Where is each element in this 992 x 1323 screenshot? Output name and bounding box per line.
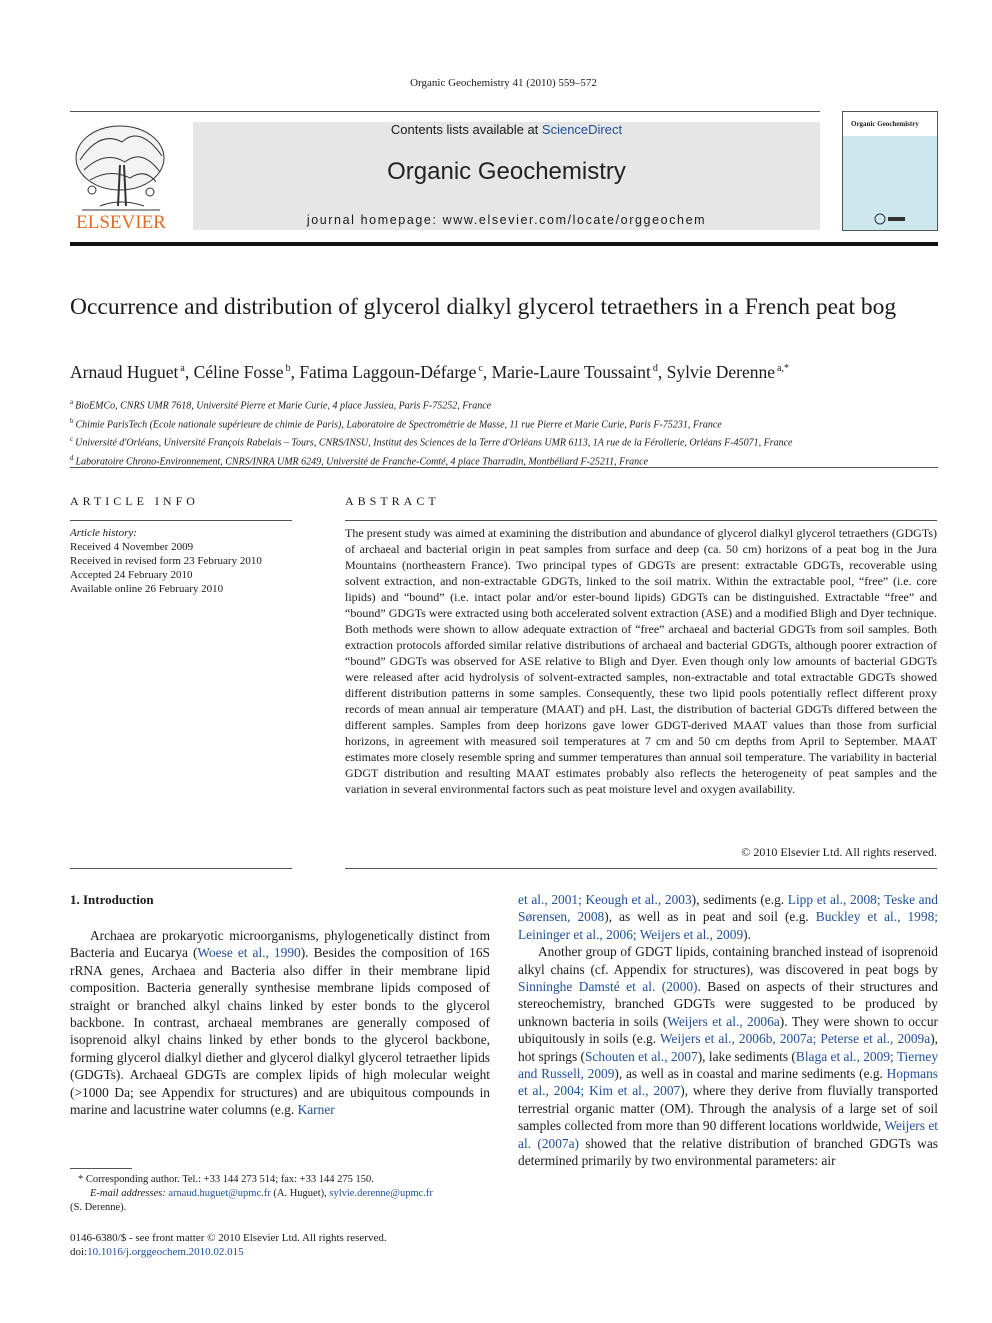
email-link[interactable]: sylvie.derenne@upmc.fr bbox=[329, 1188, 433, 1199]
text-run: ), as well as in peat and soil (e.g. bbox=[604, 909, 816, 925]
citation-link[interactable]: Woese et al., 1990 bbox=[197, 945, 301, 961]
abstract-bottom-rule bbox=[345, 868, 937, 869]
publisher-wordmark: ELSEVIER bbox=[76, 212, 166, 232]
citation-link[interactable]: et al., 2001; Keough et al., 2003 bbox=[518, 892, 692, 907]
elsevier-logo bbox=[70, 120, 172, 232]
text-run: ), lake sediments ( bbox=[697, 1048, 796, 1064]
affiliations bbox=[70, 395, 950, 469]
text-run: ). Besides the composition of 16S rRNA genes, Archaea and Bacteria also differ in their membrane lipid composition. Bacteria generally synthesise membrane lipids composed of straight or branched alkyl chains linked by ester bonds to the glycerol backbone. In contrast, archaeal membranes are generally composed of isoprenoid alkyl chains linked by ether bonds to the glycerol backbone, forming glycerol dialkyl diether and glycerol dialkyl glycerol tetraether lipids (GDGTs). Archaeal GDGTs are complex lipids of high molecular weight (>1000 Da; see Appendix for structures) and are ubiquitous compounds in marine and lacustrine water columns (e.g. bbox=[70, 945, 490, 1118]
abstract-heading: ABSTRACT bbox=[345, 494, 440, 508]
cover-logo-icon bbox=[873, 212, 907, 226]
email-owner: (S. Derenne). bbox=[70, 1202, 127, 1213]
article-identifiers bbox=[70, 1231, 490, 1259]
article-title: Occurrence and distribution of glycerol dialkyl glycerol tetraethers in a French peat bog bbox=[70, 294, 897, 320]
text-run: ). bbox=[743, 926, 751, 942]
text-run: Archaea are prokaryotic microorganisms, phylogenetically distinct from Bacteria and Eucarya ( bbox=[70, 928, 490, 961]
section-rule bbox=[70, 467, 938, 468]
journal-cover bbox=[842, 111, 938, 231]
body-column-left bbox=[70, 927, 490, 1118]
online-date: Available online 26 February 2010 bbox=[70, 583, 224, 595]
info-rule bbox=[70, 520, 292, 521]
abstract-rule bbox=[345, 520, 937, 521]
paragraph bbox=[518, 891, 938, 943]
sciencedirect-link[interactable]: ScienceDirect bbox=[541, 122, 623, 137]
body-column-right bbox=[518, 891, 938, 1170]
affiliation: $^b$ Chimie ParisTech (Ecole nationale supérieure de chimie de Paris), Laboratoire de Spectrométrie de Masse, 11 rue Pierre et Marie Curie, Paris F-75231, France bbox=[70, 416, 722, 430]
history-label: Article history: bbox=[70, 527, 137, 539]
author[interactable]: Céline Fosse $^b$ bbox=[193, 362, 291, 382]
tree-icon bbox=[76, 126, 164, 210]
affiliation: $^a$ BioEMCo, CNRS UMR 7618, Université Pierre et Marie Curie, 4 place Jussieu, Paris F-75252, France bbox=[70, 398, 492, 412]
contents-line: Contents lists available at ScienceDirect bbox=[390, 122, 623, 137]
info-bottom-rule bbox=[70, 868, 292, 869]
author-list: Arnaud Huguet $^a$, Céline Fosse $^b$, Fatima Laggoun-Défarge $^c$, Marie-Laure Toussaint $^d$, Sylvie Derenne $^{a,*}$ bbox=[70, 362, 789, 382]
journal-banner bbox=[193, 122, 820, 230]
doi-link[interactable]: 10.1016/j.orggeochem.2010.02.015 bbox=[87, 1246, 244, 1258]
text-run: Another group of GDGT lipids, containing branched instead of isoprenoid alkyl chains (cf. Appendix for structures), was discovered in peat bogs by bbox=[518, 944, 938, 977]
author[interactable]: Sylvie Derenne $^{a,*}$ bbox=[666, 362, 789, 382]
citation-link[interactable]: Weijers et al., 2006b, 2007a; Peterse et al., 2009a bbox=[659, 1031, 931, 1047]
citation-link[interactable]: Weijers et al., 2006a bbox=[667, 1013, 780, 1029]
header-rule bbox=[70, 111, 820, 112]
citation-link[interactable]: Schouten et al., 2007 bbox=[584, 1048, 698, 1064]
text-run: ), as well as in coastal and marine sediments (e.g. bbox=[614, 1066, 887, 1082]
introduction-heading: 1. Introduction bbox=[70, 892, 154, 907]
doi-line: doi:10.1016/j.orggeochem.2010.02.015 bbox=[70, 1246, 244, 1258]
homepage-link[interactable]: www.elsevier.com/locate/orggeochem bbox=[442, 213, 707, 227]
citation-link[interactable]: Buckley et al., 1998; Leininger et al., 2006; Weijers et al., 2009 bbox=[518, 909, 938, 942]
text-run: ), hot springs ( bbox=[518, 1031, 938, 1064]
author[interactable]: Arnaud Huguet $^a$ bbox=[70, 362, 185, 382]
affiliation: $^d$ Laboratoire Chrono-Environnement, CNRS/INRA UMR 6249, Université de Franche-Comté, 4 place Tharradin, Montbéliard F-25211, France bbox=[70, 453, 649, 467]
journal-homepage: journal homepage: www.elsevier.com/locate/orggeochem bbox=[306, 213, 707, 227]
accepted-date: Accepted 24 February 2010 bbox=[70, 569, 193, 581]
citation-link[interactable]: Lipp et al., 2008; Teske and Sørensen, 2008 bbox=[518, 892, 938, 925]
email-line: E-mail addresses: arnaud.huguet@upmc.fr (A. Huguet), sylvie.derenne@upmc.fr bbox=[90, 1188, 433, 1199]
paragraph bbox=[70, 927, 490, 1118]
author[interactable]: Marie-Laure Toussaint $^d$ bbox=[491, 362, 658, 382]
citation-link[interactable]: Weijers et al. (2007a) bbox=[518, 1118, 938, 1151]
email-link[interactable]: arnaud.huguet@upmc.fr bbox=[168, 1188, 271, 1199]
citation-link[interactable]: Blaga et al., 2009; Tierney and Russell, 2009 bbox=[518, 1048, 939, 1082]
header-thick-rule bbox=[70, 242, 938, 246]
citation-link[interactable]: Hopmans et al., 2004; Kim et al., 2007 bbox=[518, 1066, 938, 1099]
author[interactable]: Fatima Laggoun-Défarge $^c$ bbox=[299, 362, 483, 382]
affiliation: $^c$ Université d'Orléans, Université François Rabelais – Tours, CNRS/INSU, Institut des Sciences de la Terre d'Orléans UMR 6113, 1A rue de la Férollerie, Orléans F-45071, France bbox=[70, 435, 793, 449]
text-run: . Based on aspects of their structures and stereochemistry, branched GDGTs were suggested to be produced by unknown bacteria in soils ( bbox=[518, 979, 938, 1029]
text-run: ). They were shown to occur ubiquitously in soils (e.g. bbox=[518, 1013, 938, 1047]
corresponding-author: * Corresponding author. Tel.: +33 144 273 514; fax: +33 144 275 150. bbox=[78, 1174, 374, 1185]
journal-title: Organic Geochemistry bbox=[387, 158, 626, 185]
footnote bbox=[70, 1173, 490, 1215]
text-run: showed that the relative distribution of branched GDGTs was determined primarily by two environmental parameters: air bbox=[518, 1135, 938, 1169]
citation-link[interactable]: Sinninghe Damsté et al. (2000) bbox=[518, 979, 698, 995]
journal-citation: Organic Geochemistry 41 (2010) 559–572 bbox=[410, 77, 597, 89]
citation-link[interactable]: Karner bbox=[297, 1102, 335, 1118]
revised-date: Received in revised form 23 February 2010 bbox=[70, 555, 262, 567]
text-run: ), sediments (e.g. bbox=[691, 892, 788, 907]
text-run: ), where they derive from fluvially transported terrestrial organic matter (OM). Through the analysis of a large set of soil samples collected from more than 90 different locations worldwide, bbox=[518, 1083, 938, 1134]
article-history bbox=[70, 526, 300, 596]
footnote-rule bbox=[70, 1168, 132, 1169]
abstract-text: The present study was aimed at examining the distribution and abundance of glycerol dialkyl glycerol tetraethers (GDGTs) of archaeal and bacterial origin in peat samples from surface and deep (ca. 50 cm) horizons of a peat bog in the Jura Mountains (northeastern France). Two principal types of GDGTs are present: extractable GDGTs, recoverable using solvent extraction, and non-extractable GDGTs, linked to the soil matrix. Within the extractable pool, “free” (i.e. core lipids) and “bound” (i.e. intact polar and/or ester-bound lipids) GDGTs can be distinguished. Extractable “free” and “bound” GDGTs were extracted using both accelerated solvent extraction (ASE) and a modified Bligh and Dyer technique. Both methods were shown to allow adequate extraction of “free” archaeal and bacterial GDGTs from soil samples. Both extraction protocols afforded similar relative distributions of archaeal and bacterial GDGTs, although poorer extraction of “bound” GDGTs was observed for ASE relative to Bligh and Dyer. Even though only low amounts of bacterial GDGTs were released after acid hydrolysis of solvent-extracted samples, non-extractable and total extractable GDGTs showed different distribution patterns in some samples. Consequently, these two lipid pools potentially reflect different proxy records of mean annual air temperature (MAAT) and pH. Last, the distribution of bacterial GDGTs differed between the different samples. Samples from deep horizons gave lower GDGT-derived MAAT values than those from surficial horizons, in agreement with measured soil temperatures at 7 cm and 50 cm depths from April to September. MAAT estimates more closely resemble spring and summer temperatures than annual soil temperature. The variability in bacterial GDGT distribution and resulting MAAT estimates probably also reflects the heterogeneity of peat samples and the variation in several environmental factors such as peat moisture level and oxygen availability. bbox=[345, 526, 937, 796]
issn-line: 0146-6380/$ - see front matter © 2010 Elsevier Ltd. All rights reserved. bbox=[70, 1232, 387, 1244]
paragraph bbox=[518, 943, 938, 1169]
copyright: © 2010 Elsevier Ltd. All rights reserved. bbox=[741, 845, 937, 859]
received-date: Received 4 November 2009 bbox=[70, 541, 194, 553]
article-info-heading: ARTICLE INFO bbox=[70, 494, 199, 508]
cover-title: Organic Geochemistry bbox=[851, 120, 919, 128]
